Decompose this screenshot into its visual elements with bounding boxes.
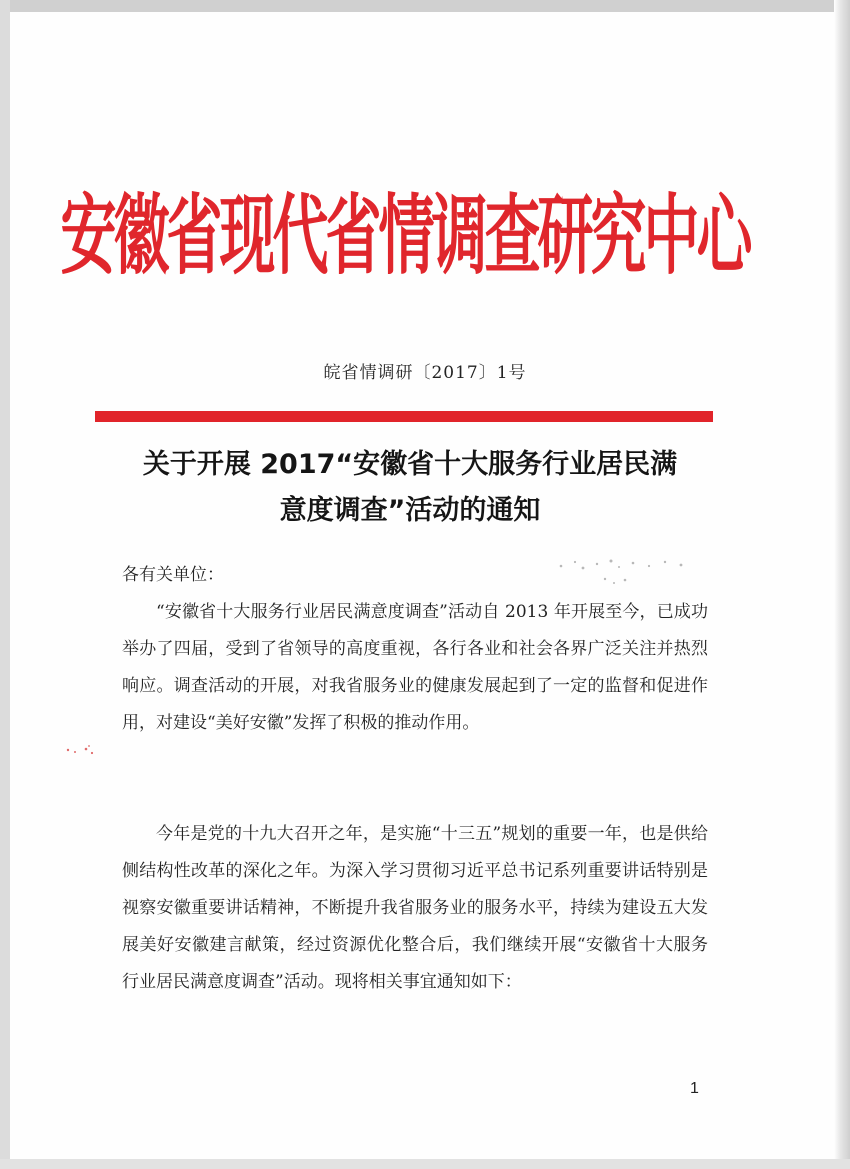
page-number: 1 [690,1080,699,1097]
paragraph-text: 今年是党的十九大召开之年，是实施“十三五”规划的重要一年，也是供给侧结构性改革的深化之年。为深入学习贯彻习近平总书记系列重要讲话特别是视察安徽重要讲话精神，不断提升我省服务业的服务水平，持续为建设五大发展美好安徽建言献策，经过资源优化整合后，我们继续开展“安徽省十大服务行业居民满意度调查”活动。现将相关事宜通知如下： [122,824,708,992]
scan-edge-bottom [0,1159,850,1169]
letterhead-organization: 安徽省现代省情调查研究中心 [60,185,750,288]
scan-edge-left [0,0,10,1169]
notice-title-line-2: 意度调查”活动的通知 [279,495,541,526]
stamp-smudge-mark [553,552,703,592]
notice-title [100,442,720,534]
scan-edge-right [834,0,850,1169]
salutation: 各有关单位： [122,565,224,585]
margin-ink-mark [62,740,102,760]
document-number: 皖省情调研〔2017〕1号 [323,363,527,383]
notice-title-line-1: 关于开展 2017“安徽省十大服务行业居民满 [142,449,678,480]
scan-edge-top [0,0,850,12]
paragraph-text: “安徽省十大服务行业居民满意度调查”活动自 2013 年开展至今，已成功举办了四届，受到了省领导的高度重视，各行各业和社会各界广泛关注并热烈响应。调查活动的开展，对我省服务业的健康发展起到了一定的监督和促进作用，对建设“美好安徽”发挥了积极的推动作用。 [122,602,708,733]
red-divider-rule [95,411,713,422]
body-paragraph-1 [122,594,708,742]
body-paragraph-2 [122,816,708,1001]
